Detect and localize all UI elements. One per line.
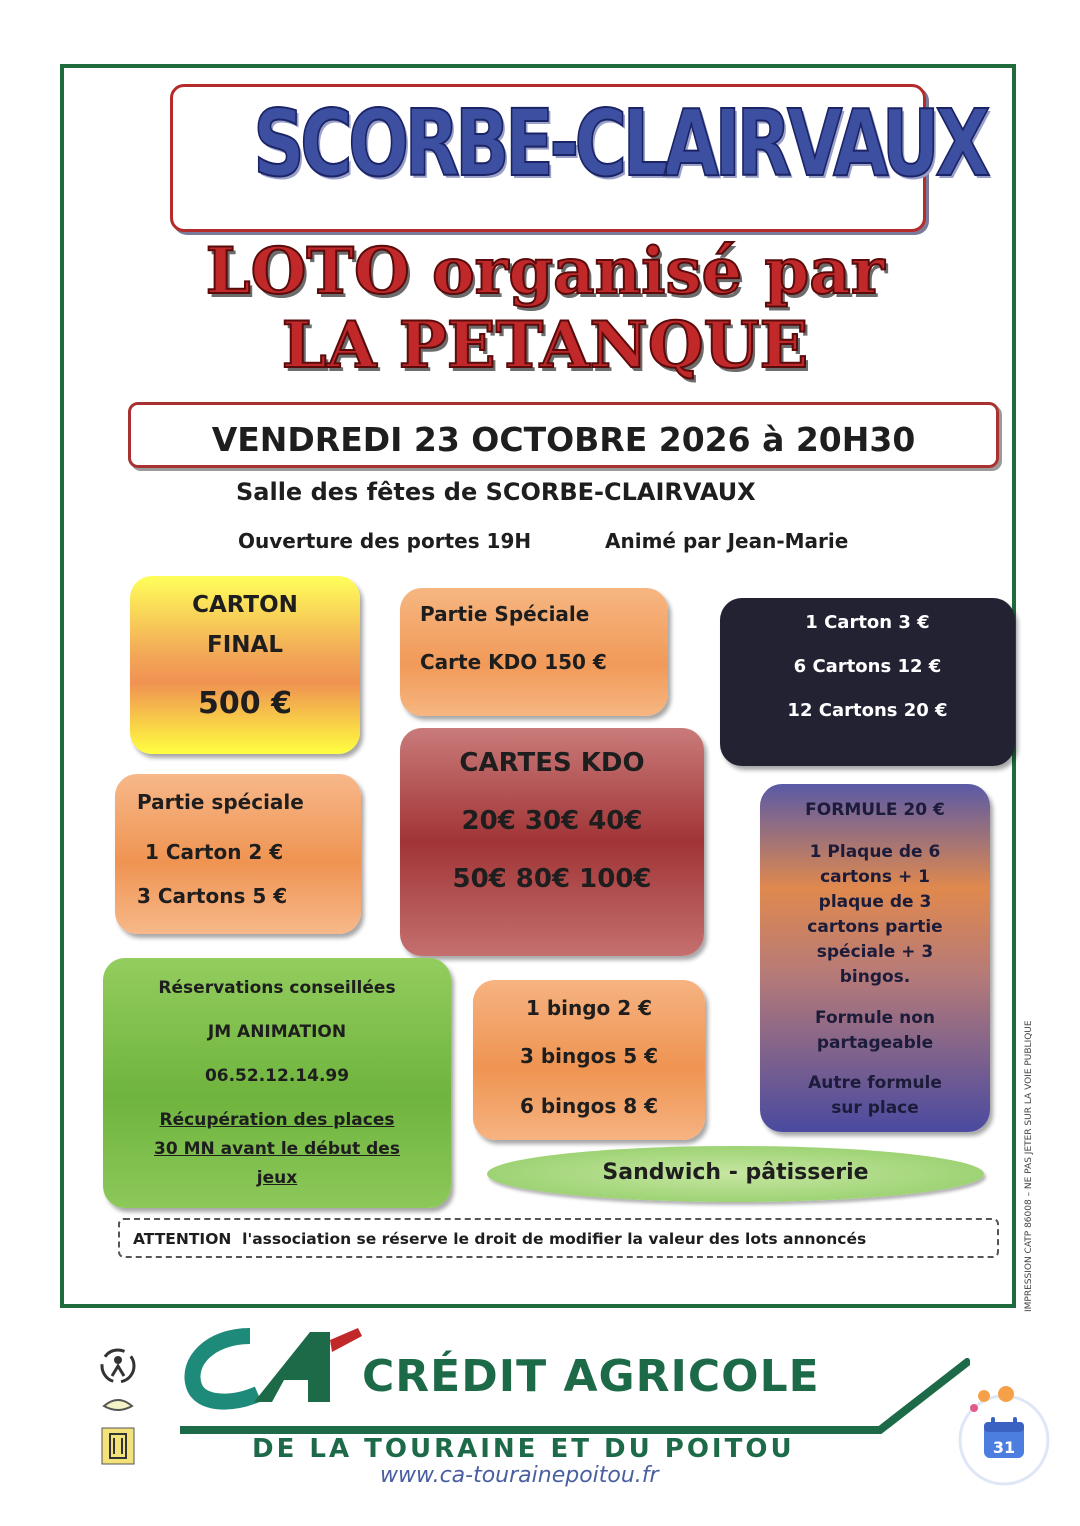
carton-final-card xyxy=(130,576,360,754)
venue: Salle des fêtes de SCORBE-CLAIRVAUX xyxy=(236,478,756,506)
cartes-kdo-title: CARTES KDO xyxy=(459,748,645,778)
reservations-pickup-line: jeux xyxy=(256,1168,298,1188)
recycle-icon xyxy=(98,1346,138,1386)
reservations-card xyxy=(103,958,451,1208)
sponsor-url[interactable]: www.ca-tourainepoitou.fr xyxy=(380,1463,659,1488)
bingo-price-item: 6 bingos 8 € xyxy=(519,1094,658,1118)
formule-description-line: cartons partie xyxy=(807,917,943,937)
partie-speciale-carton-item: 3 Cartons 5 € xyxy=(137,884,288,908)
formule-title: FORMULE 20 € xyxy=(805,800,945,820)
partie-speciale-cartons-card xyxy=(115,774,361,934)
calendar-icon[interactable] xyxy=(954,1386,1054,1486)
carton-price-item: 1 Carton 3 € xyxy=(805,612,930,633)
cartes-kdo-row2: 50€ 80€ 100€ xyxy=(452,864,652,894)
triman-icon xyxy=(98,1392,138,1418)
partie-speciale-kdo-title: Partie Spéciale xyxy=(420,602,590,626)
attention-label: ATTENTION xyxy=(133,1230,232,1248)
sponsor-name: CRÉDIT AGRICOLE xyxy=(362,1351,820,1402)
bin-icon xyxy=(98,1424,138,1466)
cartes-kdo-row1: 20€ 30€ 40€ xyxy=(461,806,643,836)
attention-notice xyxy=(133,1228,866,1250)
attention-text: l'association se réserve le droit de modifier la valeur des lots annoncés xyxy=(242,1230,867,1248)
print-legal-note: IMPRESSION CATP 86008 – NE PAS JETER SUR LA VOIE PUBLIQUE xyxy=(1024,1020,1034,1312)
carton-price-item: 12 Cartons 20 € xyxy=(787,700,948,721)
reservations-company: JM ANIMATION xyxy=(207,1022,347,1042)
bingo-price-item: 3 bingos 5 € xyxy=(519,1044,658,1068)
food-banner xyxy=(487,1146,984,1202)
cartes-kdo-card xyxy=(400,728,704,956)
formule-description-line: cartons + 1 xyxy=(820,867,930,887)
carton-final-line1: CARTON xyxy=(192,592,298,618)
formule-description-line: spéciale + 3 xyxy=(816,942,934,962)
bingo-price-item: 1 bingo 2 € xyxy=(525,996,653,1020)
reservations-phone: 06.52.12.14.99 xyxy=(204,1066,350,1086)
formule-note-line: Formule non xyxy=(815,1008,935,1028)
carton-price-item: 6 Cartons 12 € xyxy=(793,656,942,677)
formule-description-line: plaque de 3 xyxy=(818,892,932,912)
animator: Animé par Jean-Marie xyxy=(605,529,849,553)
carton-final-line2: FINAL xyxy=(207,632,283,658)
reservations-title: Réservations conseillées xyxy=(158,978,396,998)
carton-final-amount: 500 € xyxy=(198,686,292,721)
town-title: SCORBE-CLAIRVAUX xyxy=(253,90,986,197)
formule-description-line: 1 Plaque de 6 xyxy=(809,842,941,862)
calendar-day: 31 xyxy=(992,1438,1016,1457)
reservations-pickup-line: 30 MN avant le début des xyxy=(154,1139,400,1159)
headline-loto: LOTO organisé par xyxy=(205,234,885,309)
formule-note-line: Autre formule xyxy=(808,1073,942,1093)
partie-speciale-kdo-prize: Carte KDO 150 € xyxy=(420,650,607,674)
opening-time: Ouverture des portes 19H xyxy=(238,529,532,553)
formule-note-line: partageable xyxy=(816,1033,934,1053)
bingo-prices-card xyxy=(473,980,705,1140)
event-date: VENDREDI 23 OCTOBRE 2026 à 20H30 xyxy=(211,420,916,459)
sponsor-region: DE LA TOURAINE ET DU POITOU xyxy=(252,1434,795,1464)
partie-speciale-carton-item: 1 Carton 2 € xyxy=(145,840,284,864)
formule-note-line: sur place xyxy=(831,1098,919,1118)
credit-agricole-logo xyxy=(180,1322,370,1412)
formule-description-line: bingos. xyxy=(839,967,911,987)
reservations-pickup-line: Récupération des places xyxy=(159,1110,395,1130)
headline-petanque: LA PETANQUE xyxy=(281,308,809,383)
formule-card xyxy=(760,784,990,1132)
partie-speciale-kdo-card xyxy=(400,588,668,716)
partie-speciale-cartons-title: Partie spéciale xyxy=(137,790,304,814)
carton-prices-card xyxy=(720,598,1015,766)
food-text: Sandwich - pâtisserie xyxy=(602,1160,869,1185)
